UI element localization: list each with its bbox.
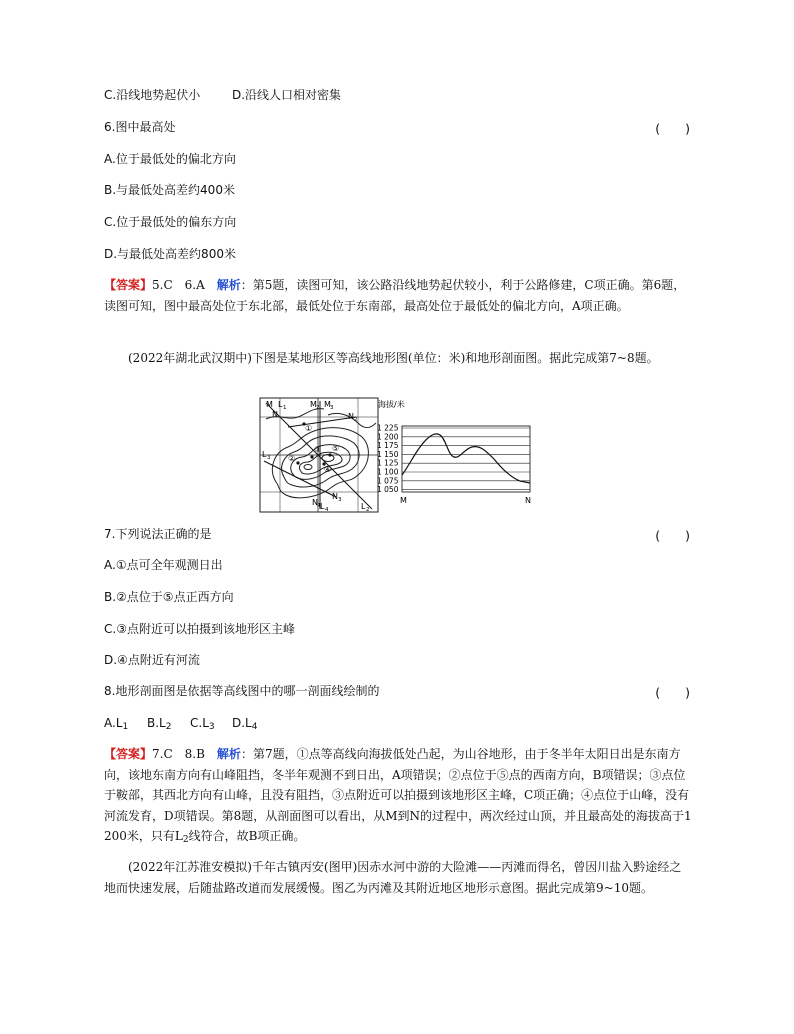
contour-map [260,398,378,513]
answer-block-7-8 [104,744,692,851]
q6-answer-paren: ( ) [655,121,690,136]
analysis-tag: 解析 [216,278,241,292]
q7-answer-paren: ( ) [655,528,690,543]
profile-tick-label: 1 050 [377,485,399,495]
terrain-profile [377,399,531,505]
contour-and-profile-figure [258,397,544,515]
analysis-text: ：第7题，①点等高线向海拔低处凸起，为山谷地形，由于冬半年太阳日出是东南方向，该地东南方向有山峰阻挡，冬半年观测不到日出，A项错误；②点位于⑤点的西南方向，B项错误；③点位于鞍部，其西北方向有山峰，且没有阻挡，③点附近可以拍摄到该地形区主峰，C项正确；④点位于山峰，没有河流发育，D项错误。第8题，从剖面图可以看出，从M到N的过程中，两次经过山顶，并且最高处的海拔高于1 200米，只有L [104,747,692,843]
analysis-tag: 解析 [216,747,241,761]
label-l2-sub: 2 [366,507,370,513]
q6-option-c: C.位于最低处的偏东方向 [104,215,237,229]
profile-tick-label: 1 100 [377,467,399,477]
label-l1: L [278,400,283,409]
analysis-text: ：第5题，读图可知，该公路沿线地势起伏较小，利于公路修建，C项正确。第6题，读图可知，图中最高处位于东北部，最低处位于东南部，最高处位于最低处的偏北方向，A项正确。 [104,278,686,313]
intro-9-10: (2022年江苏淮安模拟)千年古镇丙安(图甲)因赤水河中游的大险滩——丙滩而得名，曾因川盐入黔途经之地而快速发展，后随盐路改道而发展缓慢。图乙为丙滩及其附近地区地形示意图。据此完成第9~10题。 [104,860,682,895]
label-n4: N [312,498,318,507]
profile-tick-label: 1 150 [377,449,399,459]
q7-option-d: D.④点附近有河流 [104,653,200,667]
q6-option-b: B.与最低处高差约400米 [104,183,235,197]
label-m1: M [266,400,273,409]
profile-tick-label: 1 225 [377,423,399,433]
profile-tick-label: 1 200 [377,432,399,442]
answer-keys: 7.C 8.B [152,747,217,761]
profile-y-label: 海拔/米 [378,400,405,409]
answer-tag: 【答案】 [104,747,153,761]
q7-option-b: B.②点位于⑤点正西方向 [104,590,234,604]
answer-tag: 【答案】 [104,278,153,292]
q7-option-c: C.③点附近可以拍摄到该地形区主峰 [104,622,295,636]
analysis-text-end: 线符合，故B项正确。 [188,829,306,843]
label-n2-sub: 2 [354,417,358,423]
label-m2-sub: 2 [316,405,320,411]
label-p4: ④ [324,465,332,474]
q6-option-a: A.位于最低处的偏北方向 [104,152,236,166]
q8-stem: 8.地形剖面图是依据等高线图中的哪一剖面线绘制的 [104,684,380,698]
label-n2: N [348,412,354,421]
answer-keys: 5.C 6.A [152,278,217,292]
label-p3: ③ [314,445,322,454]
label-l3: L [262,450,267,459]
label-l1-sub: 1 [283,405,287,411]
q6-stem: 6.图中最高处 [104,120,176,134]
answer-block-5-6 [104,275,692,316]
label-m3-sub: 3 [330,405,334,411]
label-n3-sub: 3 [338,497,342,503]
label-m2: M [310,400,317,409]
profile-tick-label: 1 175 [377,441,399,451]
q8-option-c: $C.L_3$ [190,716,215,732]
q8-option-b: $B.L_2$ [147,716,172,732]
label-n3: N [332,492,338,501]
q7-option-a: A.①点可全年观测日出 [104,558,223,572]
label-l4-sub: 4 [325,507,329,513]
profile-tick-label: 1 075 [377,476,399,486]
label-p5: ⑤ [332,444,340,453]
profile-tick-label: 1 125 [377,458,399,468]
q5-option-c: C.沿线地势起伏小 [104,88,201,102]
q8-answer-paren: ( ) [655,685,690,700]
q8-option-d: $D.L_4$ [232,716,258,732]
q6-option-d: D.与最低处高差约800米 [104,247,236,261]
analysis-subscript: 2 [182,835,189,845]
label-n1: N [272,410,278,419]
q8-option-a: $A.L_1$ [104,716,129,732]
label-l3-sub: 3 [267,455,271,461]
q5-option-d: D.沿线人口相对密集 [232,88,342,102]
intro-7-8: (2022年湖北武汉期中)下图是某地形区等高线地形图(单位：米)和地形剖面图。据此完成第7~8题。 [128,351,659,365]
label-p1: ① [305,424,313,433]
label-l2: L [361,502,366,511]
label-n4-sub: 4 [317,503,321,509]
q7-stem: 7.下列说法正确的是 [104,527,212,541]
label-p2: ② [288,454,296,463]
label-m3: M [324,400,331,409]
label-l4: L [320,502,325,511]
profile-label-n: N [525,496,531,505]
profile-curve [402,434,530,483]
profile-label-m: M [400,496,407,505]
